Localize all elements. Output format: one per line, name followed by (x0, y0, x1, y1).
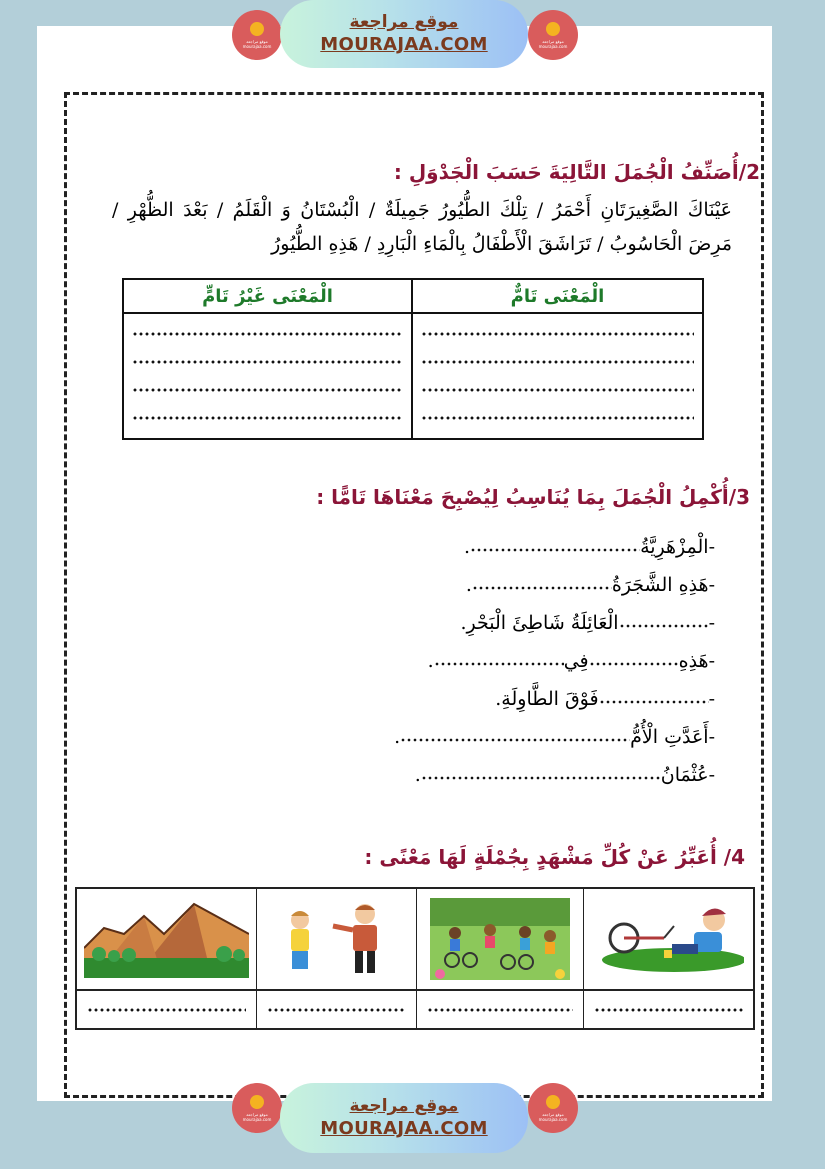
classification-table (122, 278, 704, 440)
site-name-arabic: موقع مراجعة (349, 1096, 459, 1116)
blank[interactable] (589, 662, 679, 666)
line-prompt: - (708, 688, 715, 710)
answer-line[interactable] (594, 1008, 743, 1012)
line-end: . (464, 536, 471, 558)
blank[interactable] (421, 776, 661, 780)
scene-cell (257, 889, 417, 991)
blank[interactable] (470, 548, 640, 552)
completion-line[interactable] (295, 748, 715, 786)
exercise3-title: 3/أُكْمِلُ الْجُمَلَ بِمَا يُنَاسِبُ لِيُصْبِحَ مَعْنَاهَا تَامًّا : (316, 485, 750, 509)
line-end: . (394, 726, 401, 748)
blank[interactable] (434, 662, 564, 666)
answer-line[interactable] (87, 1008, 246, 1012)
scene-answer[interactable] (417, 991, 584, 1028)
completion-line[interactable] (295, 710, 715, 748)
exercise4-title: 4/ أُعَبِّرُ عَنْ كُلِّ مَشْهَدٍ بِجُمْلَةٍ لَهَا مَعْنًى : (364, 845, 745, 869)
answer-line[interactable] (132, 360, 403, 364)
line-end: . (427, 650, 434, 672)
boy-fallen-bicycle-image-icon (594, 898, 744, 980)
line-end: فَوْقَ الطَّاوِلَةِ. (495, 688, 599, 710)
blank[interactable] (619, 624, 709, 628)
answer-line[interactable] (421, 332, 694, 336)
blank[interactable] (400, 738, 630, 742)
scene-answer[interactable] (257, 991, 417, 1028)
exercise2-title: 2/أُصَنِّفُ الْجُمَلَ التَّالِيَةَ حَسَبَ الْجَدْوَلِ : (393, 160, 760, 184)
answer-line[interactable] (427, 1008, 573, 1012)
answer-line[interactable] (421, 388, 694, 392)
logo-badge-icon: موقع مراجعة mourajaa.com (528, 1083, 578, 1133)
complete-answers[interactable] (413, 314, 702, 438)
answer-line[interactable] (421, 416, 694, 420)
scene-cell (584, 889, 753, 991)
site-url[interactable]: MOURAJAA.COM (320, 1118, 488, 1139)
mountains-image-icon (84, 898, 249, 980)
line-end: الْعَائِلَةُ شَاطِئَ الْبَحْرِ. (460, 612, 619, 634)
completion-line[interactable] (295, 520, 715, 558)
completion-lines (295, 520, 715, 786)
completion-line[interactable] (295, 558, 715, 596)
scene-answer[interactable] (584, 991, 753, 1028)
column-complete-meaning: الْمَعْنَى تَامٌّ (413, 280, 702, 314)
line-end: . (465, 574, 472, 596)
site-name-arabic: موقع مراجعة (349, 12, 459, 32)
logo-badge-icon: موقع مراجعة mourajaa.com (528, 10, 578, 60)
column-incomplete-meaning: الْمَعْنَى غَيْرُ تَامٍّ (124, 280, 413, 314)
line-middle: فِي (563, 650, 589, 672)
scene-cell (417, 889, 584, 991)
logo-badge-icon: موقع مراجعة mourajaa.com (232, 1083, 282, 1133)
line-prompt: -أَعَدَّتِ الْأُمُّ (630, 726, 715, 748)
scenes-table (75, 887, 755, 1030)
exercise2-sentences: عَيْنَاكَ الصَّغِيرَتَانِ أَحْمَرُ / تِلْكَ الطُّيُورُ جَمِيلَةٌ / الْبُسْتَانُ وَ الْقَلَمُ / بَعْدَ الظُّهْرِ / مَرِضَ الْحَاسُوبُ / تَرَاشَقَ الْأَطْفَالُ بِالْمَاءِ الْبَارِدِ / هَذِهِ الطُّيُورُ (112, 199, 732, 255)
children-cycling-park-image-icon (430, 898, 570, 980)
completion-line[interactable] (295, 672, 715, 710)
answer-line[interactable] (267, 1008, 406, 1012)
site-banner-bottom[interactable] (280, 1083, 528, 1153)
answer-line[interactable] (132, 332, 403, 336)
answer-line[interactable] (132, 388, 403, 392)
scene-cell (77, 889, 257, 991)
blank[interactable] (472, 586, 612, 590)
logo-badge-icon: موقع مراجعة mourajaa.com (232, 10, 282, 60)
answer-line[interactable] (132, 416, 403, 420)
completion-line[interactable] (295, 596, 715, 634)
scene-answer[interactable] (77, 991, 257, 1028)
site-url[interactable]: MOURAJAA.COM (320, 34, 488, 55)
line-prompt: -الْمِزْهَرِيَّةُ (640, 536, 715, 558)
answer-line[interactable] (421, 360, 694, 364)
line-prompt: -هَذِهِ الشَّجَرَةُ (611, 574, 715, 596)
line-end: . (414, 764, 421, 786)
man-scolding-boy-image-icon (267, 898, 407, 980)
blank[interactable] (599, 700, 709, 704)
line-prompt: -عُثْمَانُ (660, 764, 715, 786)
line-prompt: - (708, 612, 715, 634)
incomplete-answers[interactable] (124, 314, 413, 438)
line-prompt: -هَذِهِ (678, 650, 715, 672)
site-banner-top[interactable] (280, 0, 528, 68)
completion-line[interactable] (295, 634, 715, 672)
